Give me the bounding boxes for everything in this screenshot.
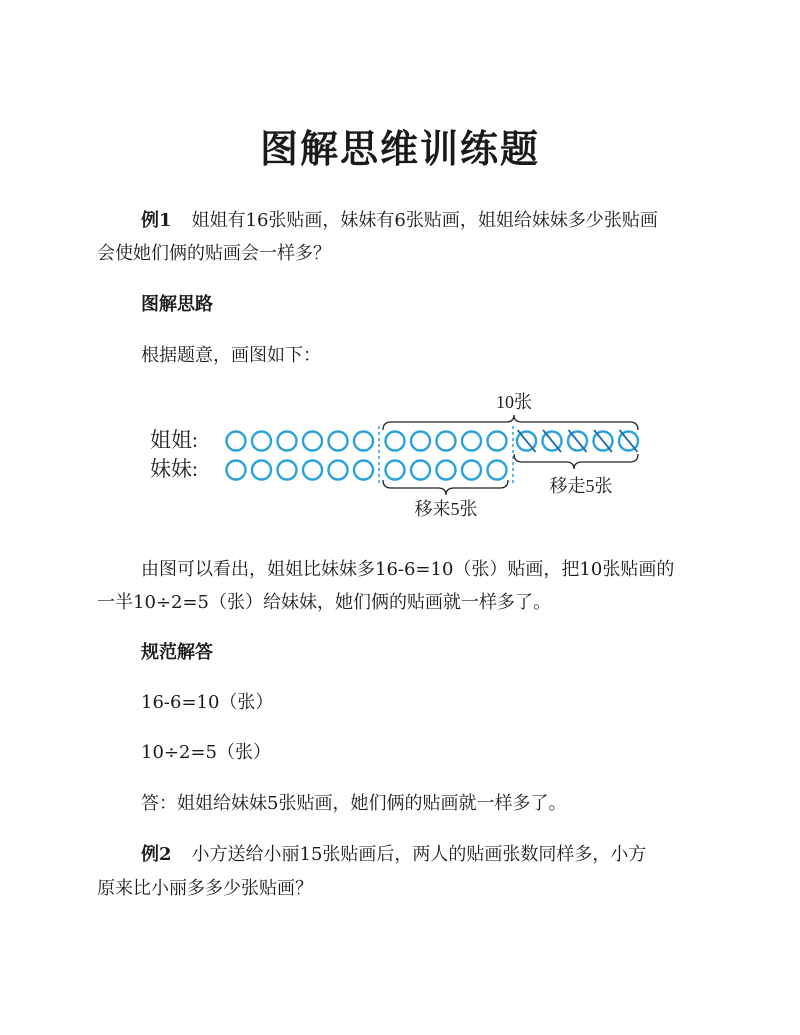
example2-label: 例2 [141, 844, 172, 865]
row2-label-younger-sister: 妹妹: [150, 457, 198, 481]
example2-question-part1: 小方送给小丽15张贴画后，两人的贴画张数同样多，小方 [191, 844, 647, 865]
page-title: 图解思维训练题 [259, 126, 540, 171]
section-answer-heading: 规范解答 [141, 642, 213, 663]
explanation-line1: 由图可以看出，姐姐比妹妹多16-6=10（张）贴画，把10张贴画的 [141, 559, 675, 580]
explanation-line2: 一半10÷2=5（张）给妹妹，她们俩的贴画就一样多了。 [97, 592, 551, 613]
bottom-right-brace-label: 移走5张 [549, 476, 613, 496]
top-brace [383, 415, 638, 430]
bottom-middle-brace-label: 移来5张 [414, 499, 478, 519]
section-approach-heading: 图解思路 [141, 294, 213, 315]
younger-sister-sticker-circle [252, 461, 271, 480]
younger-sister-sticker-circle [488, 461, 507, 480]
sister-circles-row [227, 432, 639, 451]
diagram-intro: 根据题意，画图如下： [141, 345, 321, 366]
younger-sister-sticker-circle [303, 461, 322, 480]
younger-sister-sticker-circle [437, 461, 456, 480]
row1-label-sister: 姐姐: [150, 428, 198, 452]
bottom-right-brace [514, 454, 638, 469]
sister-sticker-circle [329, 432, 348, 451]
sister-sticker-circle [252, 432, 271, 451]
sister-sticker-circle [462, 432, 481, 451]
example1-question-part1: 姐姐有16张贴画，妹妹有6张贴画，姐姐给妹妹多少张贴画 [191, 210, 658, 231]
sister-sticker-circle [488, 432, 507, 451]
bottom-middle-brace [383, 480, 508, 495]
example2-line1 [141, 842, 751, 868]
sister-sticker-circle [303, 432, 322, 451]
younger-sister-sticker-circle [386, 461, 405, 480]
example1-question-part2: 会使她们俩的贴画会一样多？ [97, 243, 331, 264]
example2-question-part2: 原来比小丽多多少张贴画？ [97, 878, 313, 899]
top-brace-label: 10张 [496, 392, 532, 412]
younger-sister-sticker-circle [354, 461, 373, 480]
younger-sister-sticker-circle [227, 461, 246, 480]
sister-sticker-circle [354, 432, 373, 451]
sister-sticker-circle [227, 432, 246, 451]
sticker-diagram [150, 384, 650, 529]
younger-sister-sticker-circle [462, 461, 481, 480]
calculation-1: 16-6=10（张） [141, 692, 274, 713]
sister-sticker-circle [278, 432, 297, 451]
sister-sticker-circle [411, 432, 430, 451]
sister-sticker-circle [437, 432, 456, 451]
calculation-2: 10÷2=5（张） [141, 742, 271, 763]
younger-sister-sticker-circle [329, 461, 348, 480]
younger-sister-sticker-circle [278, 461, 297, 480]
example1-label: 例1 [141, 210, 172, 231]
sister-sticker-circle [386, 432, 405, 451]
younger-sister-sticker-circle [411, 461, 430, 480]
younger-sister-circles-row [227, 461, 507, 480]
example1-line1 [141, 208, 751, 234]
final-answer: 答：姐姐给妹妹5张贴画，她们俩的贴画就一样多了。 [141, 793, 567, 814]
